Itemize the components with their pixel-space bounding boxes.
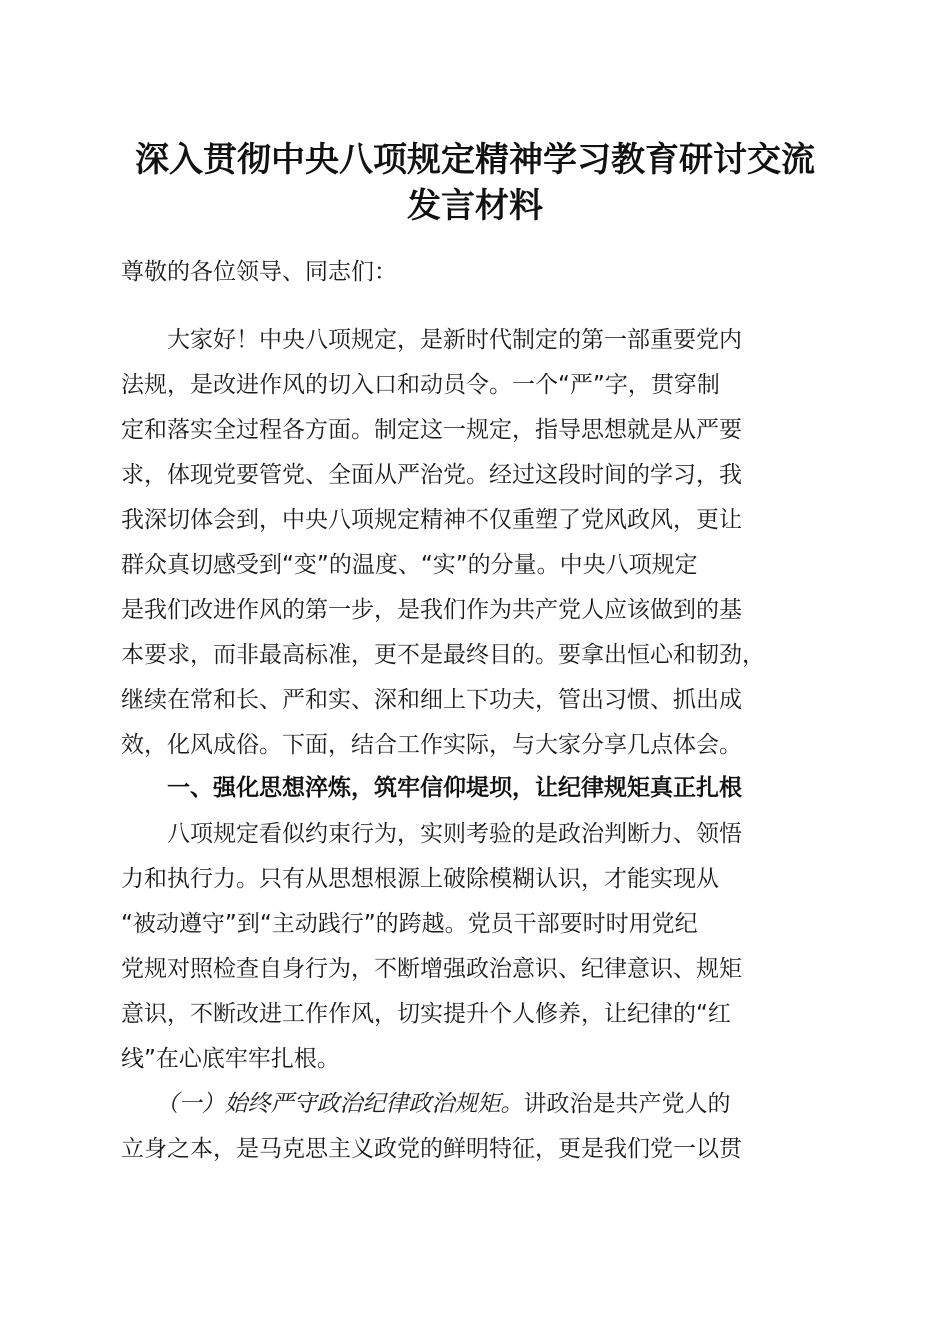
paragraph-line: “被动遵守”到“主动践行”的跨越。党员干部要时时用党纪 [121, 911, 698, 937]
paragraph-line: 线”在心底牢牢扎根。 [121, 1046, 340, 1072]
subsection-first-line [121, 1082, 841, 1126]
paragraph-line: 力和执行力。只有从思想根源上破除模糊认识，才能实现从 [121, 866, 719, 892]
paragraph-line: 继续在常和长、严和实、深和细上下功夫，管出习惯、抓出成 [121, 687, 742, 713]
salutation: 尊敬的各位领导、同志们： [121, 259, 397, 285]
paragraph-line: 定和落实全过程各方面。制定这一规定，指导思想就是从严要 [121, 417, 742, 443]
paragraph-line: 是我们改进作风的第一步，是我们作为共产党人应该做到的基 [121, 597, 742, 623]
subsection-heading-1: （一）始终严守政治纪律政治规矩。 [121, 1091, 524, 1117]
paragraph-line: 党规对照检查自身行为，不断增强政治意识、纪律意识、规矩 [121, 956, 742, 982]
section-heading-1: 一、强化思想淬炼，筑牢信仰堤坝，让纪律规矩真正扎根 [121, 775, 742, 801]
paragraph-line: 大家好！中央八项规定，是新时代制定的第一部重要党内 [121, 327, 742, 353]
paragraph-line: 效，化风成俗。下面，结合工作实际，与大家分享几点体会。 [121, 732, 742, 758]
document-title-line-1: 深入贯彻中央八项规定精神学习教育研讨交流 [135, 140, 815, 180]
paragraph-line: 八项规定看似约束行为，实则考验的是政治判断力、领悟 [121, 821, 742, 847]
paragraph-line: 法规，是改进作风的切入口和动员令。一个“严”字，贯穿制 [121, 372, 720, 398]
paragraph-line: 本要求，而非最高标准，更不是最终目的。要拿出恒心和韧劲， [121, 642, 765, 668]
paragraph-line: 立身之本，是马克思主义政党的鲜明特征，更是我们党一以贯 [121, 1136, 742, 1162]
paragraph-line: 求，体现党要管党、全面从严治党。经过这段时间的学习，我 [121, 462, 742, 488]
paragraph-line: 群众真切感受到“变”的温度、“实”的分量。中央八项规定 [121, 552, 698, 578]
document-title-line-2: 发言材料 [407, 186, 543, 226]
subsection-text: 讲政治是共产党人的 [523, 1091, 731, 1117]
paragraph-line: 我深切体会到，中央八项规定精神不仅重塑了党风政风，更让 [121, 507, 742, 533]
paragraph-line: 意识，不断改进工作作风，切实提升个人修养，让纪律的“红 [121, 1001, 731, 1027]
